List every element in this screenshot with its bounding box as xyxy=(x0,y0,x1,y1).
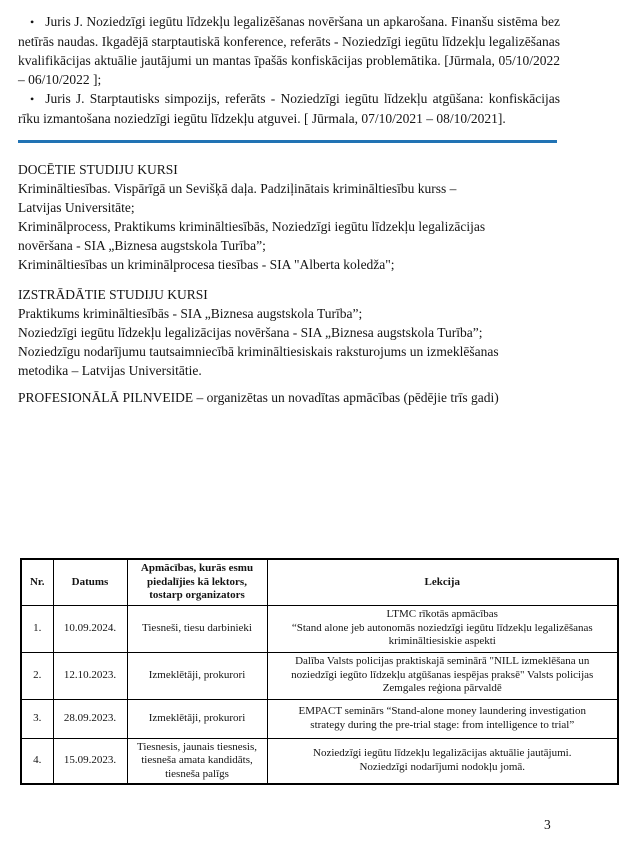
cell-line: Tiesneši, tiesu darbinieki xyxy=(142,621,252,634)
cell-datums: 10.09.2024. xyxy=(53,605,127,652)
professional-development-section xyxy=(18,388,634,407)
header-audience xyxy=(127,559,267,605)
cell-line: tiesneša palīgs xyxy=(165,767,229,780)
course-line: Praktikums krimināltiesībās - SIA „Biznesa augstskola Turība”; xyxy=(18,306,363,321)
header-audience-line: piedalījies kā lektors, xyxy=(147,575,247,588)
cell-nr: 4. xyxy=(21,738,53,784)
course-line: Noziedzīgi iegūtu līdzekļu legalizācijas novēršana - SIA „Biznesa augstskola Turība”; xyxy=(18,325,483,340)
table-header-row xyxy=(21,559,618,605)
blue-divider xyxy=(18,140,557,143)
cell-audience xyxy=(127,738,267,784)
course-line: Krimināltiesības. Vispārīgā un Sevišķā daļa. Padziļinātais krimināltiesību kurss – xyxy=(18,181,457,196)
cell-datums: 12.10.2023. xyxy=(53,652,127,699)
cell-nr: 2. xyxy=(21,652,53,699)
course-line: Latvijas Universitāte; xyxy=(18,200,135,215)
cell-nr: 1. xyxy=(21,605,53,652)
section-heading: DOCĒTIE STUDIJU KURSI xyxy=(18,162,178,177)
page-number: 3 xyxy=(544,817,551,832)
bullet-icon: • xyxy=(30,92,35,106)
header-audience-line: tostarp organizators xyxy=(149,589,245,601)
table-row xyxy=(21,738,618,784)
cell-nr: 3. xyxy=(21,699,53,738)
cell-line: tiesneša amata kandidāts, xyxy=(141,754,253,766)
table-row xyxy=(21,699,618,738)
section-heading: IZSTRĀDĀTIE STUDIJU KURSI xyxy=(18,287,208,302)
taught-courses-section xyxy=(18,160,634,274)
cell-line: strategy during the pre-trial stage: from intelligence to trial” xyxy=(310,718,575,731)
table-row xyxy=(21,605,618,652)
cell-line: krimināltiesiskie aspekti xyxy=(388,635,496,648)
cell-line: Noziedzīgi iegūtu līdzekļu legalizācijas aktuālie jautājumi. xyxy=(313,747,572,760)
course-line: Kriminālprocess, Praktikums krimināltiesībās, Noziedzīgi iegūtu līdzekļu legalizācijas xyxy=(18,219,486,234)
cell-line: noziedzīgi iegūto līdzekļu atgūšanas iespējas praksē" Valsts policijas xyxy=(291,668,594,681)
cell-audience xyxy=(127,605,267,652)
section-heading: PROFESIONĀLĀ PILNVEIDE – organizētas un novadītas apmācības (pēdējie trīs gadi) xyxy=(18,390,499,405)
cell-audience xyxy=(127,652,267,699)
cell-line: Izmeklētāji, prokurori xyxy=(148,711,246,724)
conference-item xyxy=(18,12,560,89)
header-lekcija: Lekcija xyxy=(267,559,618,605)
cell-line: Dalība Valsts policijas praktiskajā seminārā "NILL izmeklēšana un xyxy=(295,655,590,668)
cell-line: “Stand alone jeb autonomās noziedzīgi iegūtu līdzekļu legalizēšanas xyxy=(291,621,593,634)
cell-datums: 15.09.2023. xyxy=(53,738,127,784)
cell-lekcija xyxy=(267,652,618,699)
conference-item xyxy=(18,89,560,128)
cell-line: EMPACT seminārs “Stand-alone money laundering investigation xyxy=(298,705,586,717)
bullet-icon: • xyxy=(30,15,35,29)
header-nr: Nr. xyxy=(21,559,53,605)
cell-datums: 28.09.2023. xyxy=(53,699,127,738)
conference-item-text: Juris J. Starptautisks simpozijs, referāts - Noziedzīgi iegūtu līdzekļu atgūšana: konfiskācijas rīku izmantošana noziedzīgi iegūtu līdzekļu atguvei. [ Jūrmala, 07/10/2021 – 08/10/2021]. xyxy=(18,91,560,126)
cell-audience xyxy=(127,699,267,738)
cell-lekcija xyxy=(267,738,618,784)
course-line: metodika – Latvijas Universitātie. xyxy=(18,363,202,378)
table-row xyxy=(21,652,618,699)
cell-line: Tiesnesis, jaunais tiesnesis, xyxy=(137,740,257,753)
developed-courses-section xyxy=(18,285,634,380)
cell-lekcija xyxy=(267,605,618,652)
course-line: Noziedzīgu nodarījumu tautsaimniecībā krimināltiesiskais raksturojums un izmeklēšanas xyxy=(18,344,499,359)
cell-line: Noziedzīgi nodarījumi nodokļu jomā. xyxy=(359,760,526,773)
conference-item-text: Juris J. Noziedzīgi iegūtu līdzekļu legalizēšanas novēršana un apkarošana. Finanšu sistēma bez netīrās naudas. Ikgadējā starptautiskā konference, referāts - Noziedzīgi iegūtu līdzekļu legalizēšanas kvalifikācijas aktuālie jautājumi un mantas īpašās konfiskācijas problemātika. [Jūrmala, 05/10/2022 – 06/10/2022 ]; xyxy=(18,14,560,87)
cell-line: LTMC rīkotās apmācības xyxy=(386,608,498,621)
conference-bullet-list xyxy=(18,12,634,128)
course-line: Krimināltiesības un kriminālprocesa tiesības - SIA "Alberta koledža"; xyxy=(18,257,395,272)
cell-lekcija xyxy=(267,699,618,738)
training-table xyxy=(20,558,619,785)
cell-line: Izmeklētāji, prokurori xyxy=(148,668,246,681)
header-datums: Datums xyxy=(53,559,127,605)
course-line: novēršana - SIA „Biznesa augstskola Turība”; xyxy=(18,238,266,253)
cell-line: Zemgales reģiona pārvaldē xyxy=(382,682,502,695)
header-audience-line: Apmācības, kurās esmu xyxy=(140,562,254,574)
